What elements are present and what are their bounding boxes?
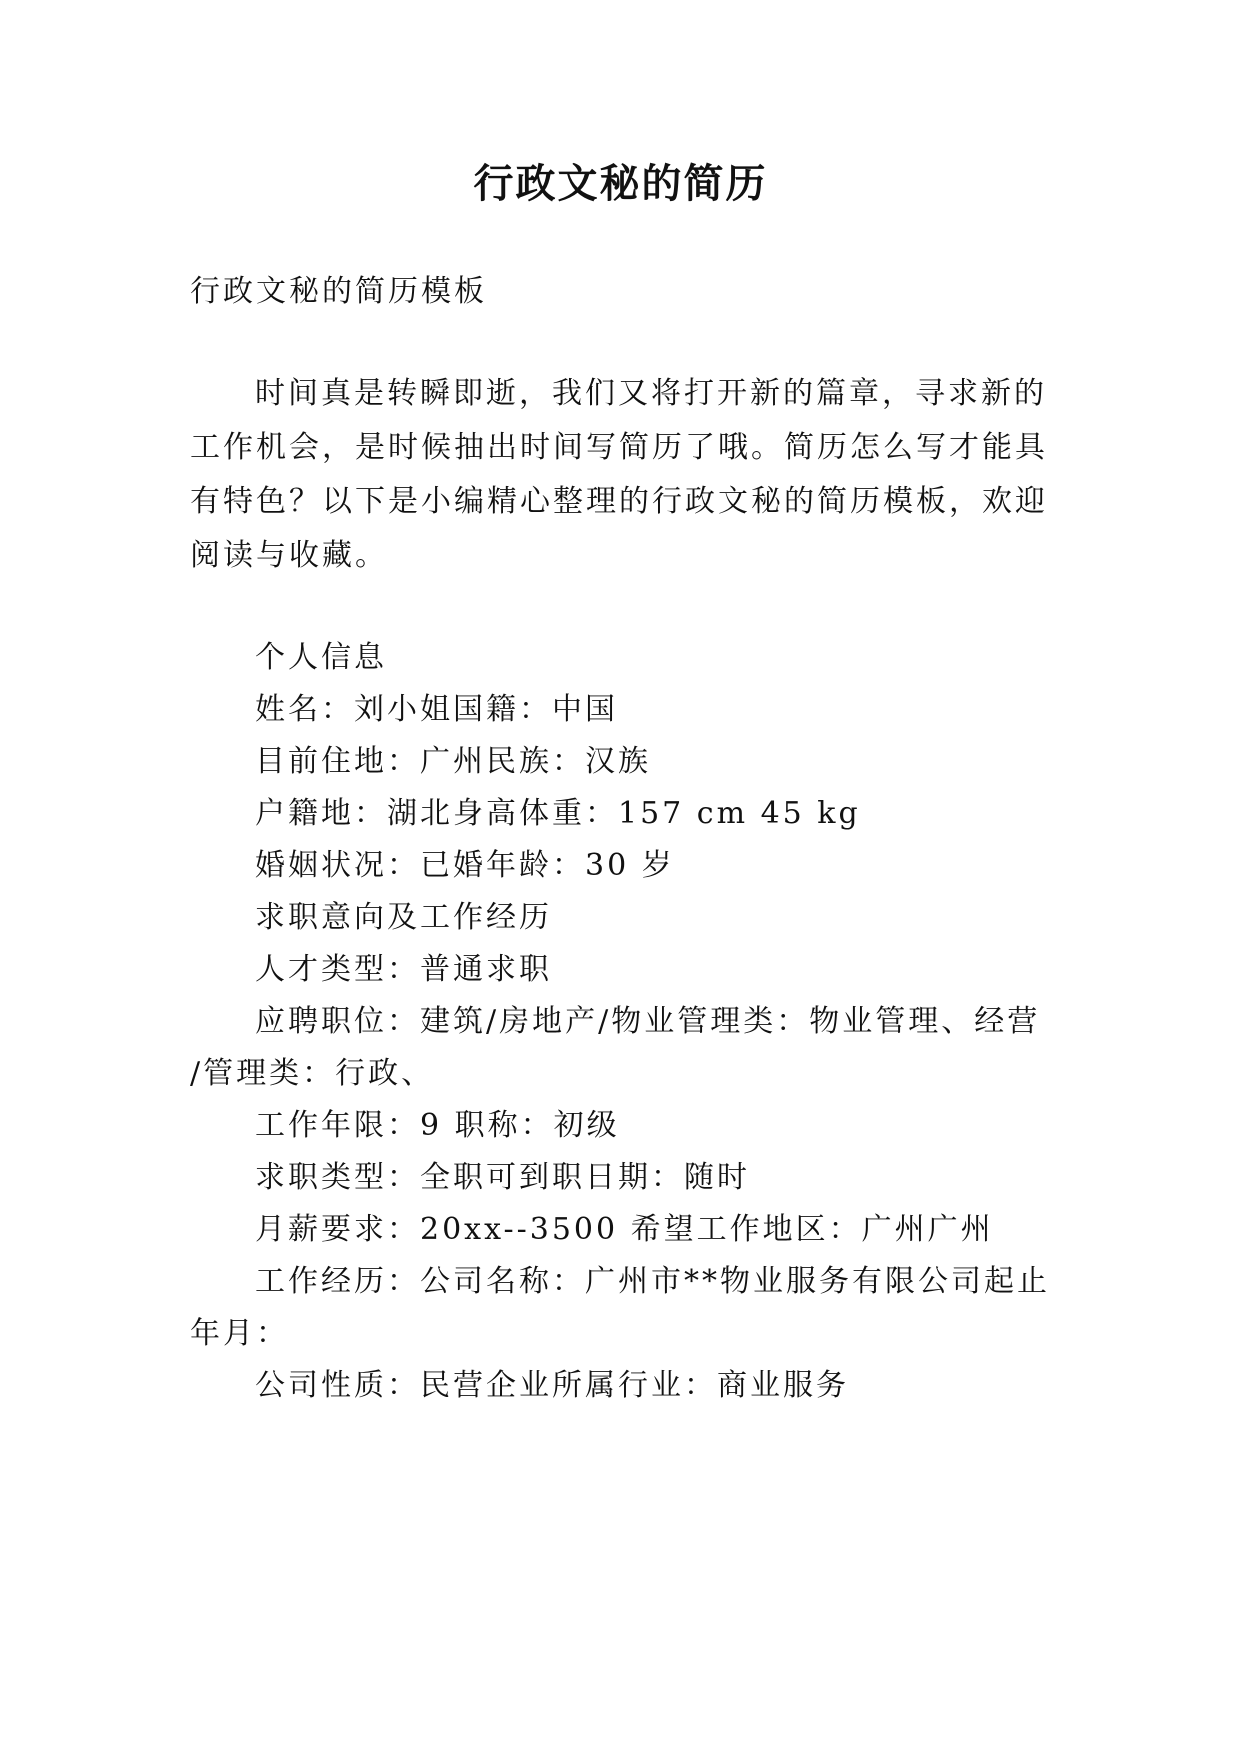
intent-heading: 求职意向及工作经历 [255,900,552,935]
intro-line-1: 时间真是转瞬即逝，我们又将打开新的篇章，寻求新的 [255,376,1047,411]
experience-line-2: 年月： [190,1316,289,1351]
subtitle: 行政文秘的简历模板 [190,274,487,309]
hukou-line: 户籍地：湖北身高体重：157 cm 45 kg [255,796,861,831]
position-line-1: 应聘职位：建筑/房地产/物业管理类：物业管理、经营 [255,1004,1041,1039]
company-line: 公司性质：民营企业所属行业：商业服务 [255,1368,849,1403]
talent-type-line: 人才类型：普通求职 [255,952,552,987]
marital-line: 婚姻状况：已婚年龄：30 岁 [255,848,675,883]
intro-line-2: 工作机会，是时候抽出时间写简历了哦。简历怎么写才能具 [190,430,1048,465]
position-line-2: /管理类：行政、 [190,1056,435,1091]
job-type-line: 求职类型：全职可到职日期：随时 [255,1160,750,1195]
intro-line-4: 阅读与收藏。 [190,538,388,573]
years-line: 工作年限：9 职称：初级 [255,1108,620,1143]
personal-info-heading: 个人信息 [255,640,387,675]
name-line: 姓名：刘小姐国籍：中国 [255,692,618,727]
residence-line: 目前住地：广州民族：汉族 [255,744,651,779]
salary-line: 月薪要求：20xx--3500 希望工作地区：广州广州 [255,1212,994,1247]
intro-line-3: 有特色？以下是小编精心整理的行政文秘的简历模板，欢迎 [190,484,1048,519]
document-title: 行政文秘的简历 [473,160,768,207]
experience-line-1: 工作经历：公司名称：广州市**物业服务有限公司起止 [255,1264,1050,1299]
